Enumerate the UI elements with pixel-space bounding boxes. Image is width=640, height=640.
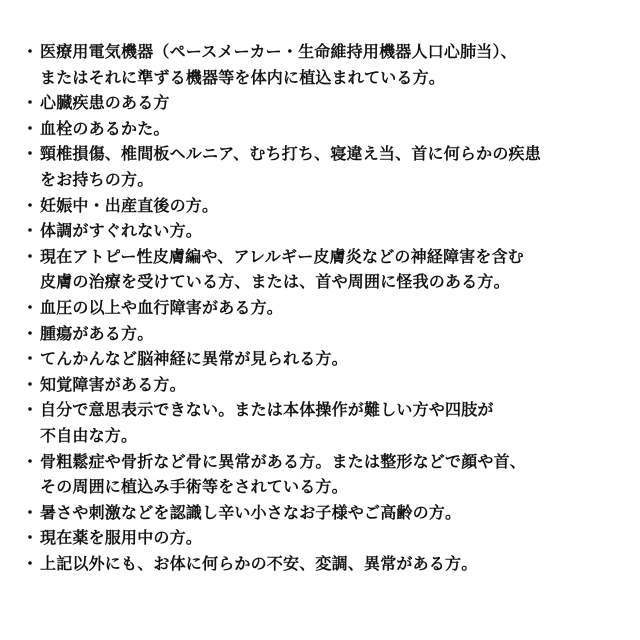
bullet-icon: ・ bbox=[22, 400, 39, 420]
bullet-icon: ・ bbox=[22, 246, 39, 266]
list-item bbox=[22, 90, 622, 116]
bullet-icon: ・ bbox=[22, 93, 39, 113]
list-item bbox=[22, 141, 622, 192]
bullet-icon: ・ bbox=[22, 323, 39, 343]
list-item-text bbox=[40, 218, 622, 244]
list-item-text bbox=[40, 90, 622, 116]
list-item-text bbox=[40, 525, 622, 551]
list-item bbox=[22, 372, 622, 398]
list-item-line: 不自由な方。 bbox=[40, 425, 138, 445]
caution-list bbox=[22, 39, 622, 576]
bullet-icon: ・ bbox=[22, 528, 39, 548]
list-item-text bbox=[40, 193, 622, 219]
list-item-text bbox=[40, 397, 622, 448]
list-item-line: 血圧の以上や血行障害がある方。 bbox=[40, 297, 284, 317]
bullet-icon: ・ bbox=[22, 195, 39, 215]
bullet-icon: ・ bbox=[22, 374, 39, 394]
bullet-icon: ・ bbox=[22, 502, 39, 522]
list-item-line: 体調がすぐれない方。 bbox=[40, 221, 203, 241]
list-item bbox=[22, 218, 622, 244]
bullet-icon: ・ bbox=[22, 118, 39, 138]
bullet-icon: ・ bbox=[22, 297, 39, 317]
list-item-text bbox=[40, 372, 622, 398]
list-item-line: 上記以外にも、お体に何らかの不安、変調、異常がある方。 bbox=[40, 553, 478, 573]
list-item-text bbox=[40, 551, 622, 577]
list-item-line: 現在薬を服用中の方。 bbox=[40, 528, 203, 548]
bullet-icon: ・ bbox=[22, 451, 39, 471]
list-item-line: 暑さや刺激などを認識し辛い小さなお子様やご高齢の方。 bbox=[40, 502, 462, 522]
list-item bbox=[22, 346, 622, 372]
list-item bbox=[22, 321, 622, 347]
bullet-icon: ・ bbox=[22, 144, 39, 164]
list-item-line: またはそれに準ずる機器等を体内に植込まれている方。 bbox=[40, 67, 446, 87]
list-item-text bbox=[40, 39, 622, 90]
list-item bbox=[22, 295, 622, 321]
bullet-icon: ・ bbox=[22, 42, 39, 61]
list-item-line: 腫瘍がある方。 bbox=[40, 323, 154, 343]
list-item bbox=[22, 244, 622, 295]
list-item-text bbox=[40, 449, 622, 500]
list-item-line: 知覚障害がある方。 bbox=[40, 374, 186, 394]
list-item bbox=[22, 39, 622, 90]
list-item-line: 皮膚の治療を受けている方、または、首や周囲に怪我のある方。 bbox=[40, 272, 510, 292]
list-item bbox=[22, 116, 622, 142]
list-item bbox=[22, 525, 622, 551]
list-item bbox=[22, 449, 622, 500]
list-item-text bbox=[40, 116, 622, 142]
list-item-text bbox=[40, 500, 622, 526]
bullet-icon: ・ bbox=[22, 221, 39, 241]
list-item-text bbox=[40, 244, 622, 295]
list-item-text bbox=[40, 295, 622, 321]
list-item-line: 医療用電気機器（ペースメーカー・生命維持用機器人口心肺当）、 bbox=[40, 42, 517, 61]
list-item bbox=[22, 500, 622, 526]
list-item-line: 骨粗鬆症や骨折など骨に異常がある方。または整形などで顔や首、 bbox=[40, 451, 527, 471]
list-item bbox=[22, 193, 622, 219]
list-item-line: 頸椎損傷、椎間板ヘルニア、むち打ち、寝違え当、首に何らかの疾患 bbox=[40, 144, 541, 164]
list-item-line: てんかんなど脳神経に異常が見られる方。 bbox=[40, 349, 348, 369]
list-item-line: 心臓疾患のある方 bbox=[40, 93, 170, 113]
list-item-line: 現在アトピー性皮膚編や、アレルギー皮膚炎などの神経障害を含む bbox=[40, 246, 525, 266]
list-item bbox=[22, 551, 622, 577]
list-item bbox=[22, 397, 622, 448]
list-item-text bbox=[40, 321, 622, 347]
list-item-line: 血栓のあるかた。 bbox=[40, 118, 170, 138]
bullet-icon: ・ bbox=[22, 553, 39, 573]
list-item-line: その周囲に植込み手術等をされている方。 bbox=[40, 477, 348, 497]
list-item-line: をお持ちの方。 bbox=[40, 169, 154, 189]
bullet-icon: ・ bbox=[22, 349, 39, 369]
list-item-line: 自分で意思表示できない。または本体操作が難しい方や四肢が bbox=[40, 400, 494, 420]
list-item-text bbox=[40, 141, 622, 192]
list-item-text bbox=[40, 346, 622, 372]
list-item-line: 妊娠中・出産直後の方。 bbox=[40, 195, 219, 215]
